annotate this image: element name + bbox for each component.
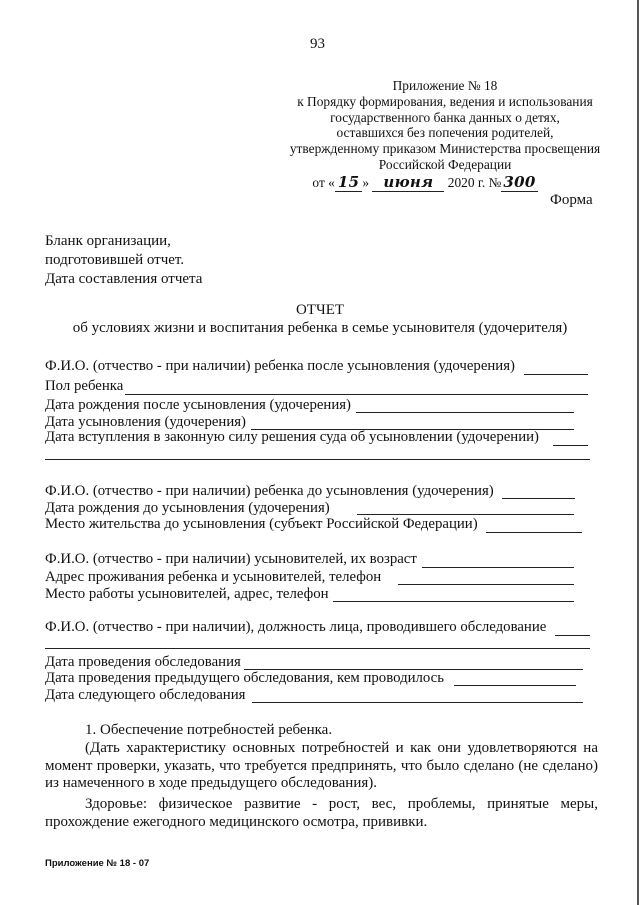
- fill-line[interactable]: [252, 702, 583, 703]
- field-inspector: Ф.И.О. (отчество - при наличии), должность лица, проводившего обследование: [45, 619, 547, 635]
- fill-line[interactable]: [125, 394, 588, 395]
- field-child-name-after: Ф.И.О. (отчество - при наличии) ребенка после усыновления (удочерения): [45, 358, 515, 374]
- field-inspection-date: Дата проведения обследования: [45, 654, 241, 670]
- fill-line[interactable]: [45, 648, 590, 649]
- appendix-title: Приложение № 18: [392, 78, 498, 93]
- fill-line[interactable]: [422, 567, 574, 568]
- handwritten-number: 300: [503, 172, 536, 191]
- field-dob-before: Дата рождения до усыновления (удочерения): [45, 500, 330, 516]
- form-label: Форма: [550, 192, 593, 208]
- report-subtitle: об условиях жизни и воспитания ребенка в семье усыновителя (удочерителя): [72, 320, 568, 336]
- appendix-line: государственного банка данных о детях,: [330, 109, 560, 125]
- field-child-name-before: Ф.И.О. (отчество - при наличии) ребенка до усыновления (удочерения): [45, 483, 494, 499]
- field-work: Место работы усыновителей, адрес, телефон: [45, 586, 329, 602]
- fill-line[interactable]: [454, 685, 576, 686]
- field-dob-after: Дата рождения после усыновления (удочерения): [45, 397, 351, 413]
- page-number: 93: [310, 36, 325, 52]
- field-adopters-name: Ф.И.О. (отчество - при наличии) усыновителей, их возраст: [45, 551, 417, 567]
- report-heading: [0, 301, 640, 337]
- field-sex: Пол ребенка: [45, 378, 124, 394]
- fill-line[interactable]: [555, 635, 590, 636]
- appendix-line: утвержденному приказом Министерства просвещения: [289, 141, 601, 157]
- field-next-inspection: Дата следующего обследования: [45, 687, 246, 703]
- section1-health: Здоровье: физическое развитие - рост, вес, проблемы, принятые меры, прохождение ежегодного медицинского осмотра, прививки.: [45, 796, 598, 830]
- org-line: Дата составления отчета: [45, 271, 203, 287]
- fill-line[interactable]: [357, 514, 574, 515]
- handwritten-day: 15: [335, 173, 362, 192]
- appendix-line: оставшихся без попечения родителей,: [336, 125, 554, 141]
- report-title: ОТЧЕТ: [295, 302, 345, 318]
- fill-line[interactable]: [524, 374, 588, 375]
- org-line: подготовившей отчет.: [45, 252, 185, 268]
- field-prev-inspection: Дата проведения предыдущего обследования, кем проводилось: [45, 670, 444, 686]
- fill-line[interactable]: [553, 445, 588, 446]
- fill-line[interactable]: [45, 459, 590, 460]
- handwritten-month: июня: [372, 175, 444, 192]
- field-adoption-date: Дата усыновления (удочерения): [45, 414, 246, 430]
- fill-line[interactable]: [486, 532, 582, 533]
- org-line: Бланк организации,: [45, 233, 171, 249]
- footer-label: Приложение № 18 - 07: [45, 858, 150, 869]
- field-court-date: Дата вступления в законную силу решения суда об усыновлении (удочерении): [45, 429, 539, 445]
- appendix-line: Российской Федерации: [378, 156, 512, 172]
- page-edge-shadow: [637, 0, 639, 905]
- appendix-header: [270, 78, 620, 192]
- appendix-line: к Порядку формирования, ведения и использования: [297, 93, 593, 109]
- fill-line[interactable]: [398, 584, 574, 585]
- field-residence-before: Место жительства до усыновления (субъект Российской Федерации): [45, 516, 478, 532]
- fill-line[interactable]: [502, 498, 575, 499]
- field-address: Адрес проживания ребенка и усыновителей, телефон: [45, 569, 382, 585]
- section1-instructions: (Дать характеристику основных потребностей и как они удовлетворяются на момент проверки, указать, что требуется предпринять, что было сделано (не сделано) из намеченного в ходе предыдущего обследования).: [45, 740, 598, 791]
- appendix-date: от « 15 » июня 2020 г. № 300: [312, 172, 536, 191]
- organization-block: [45, 232, 202, 289]
- section1-heading: 1. Обеспечение потребностей ребенка.: [85, 722, 333, 738]
- fill-line[interactable]: [333, 601, 574, 602]
- fill-line[interactable]: [356, 412, 574, 413]
